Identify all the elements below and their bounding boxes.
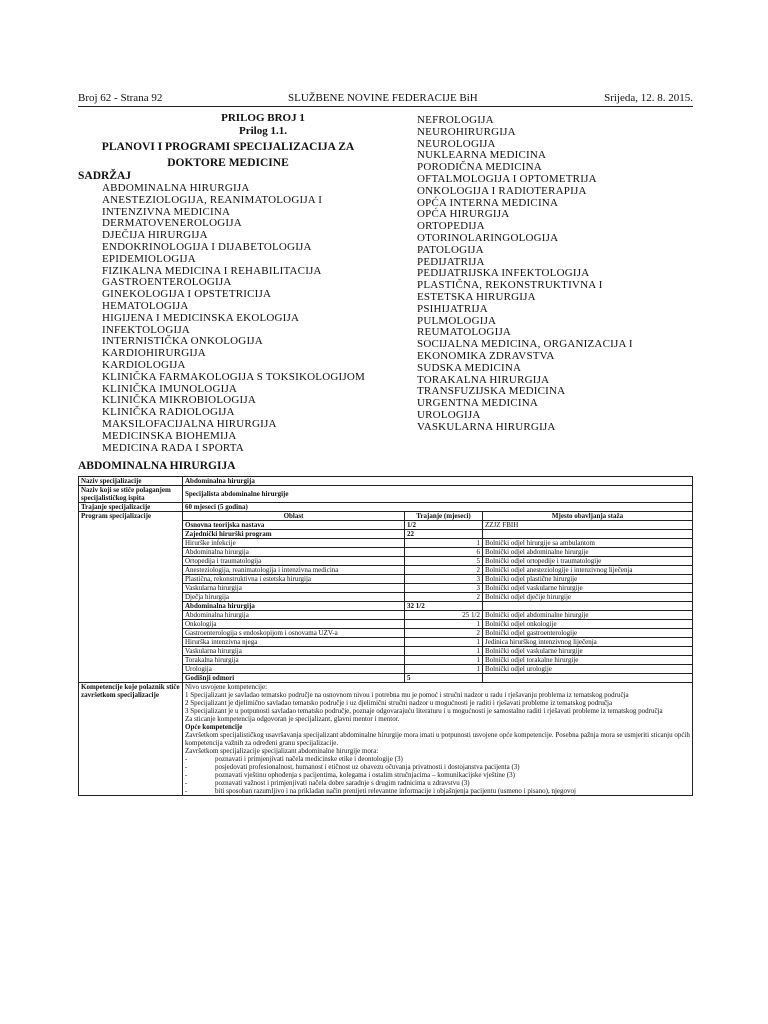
list-item: ABDOMINALNA HIRURGIJA: [102, 182, 250, 194]
row-trajanje: 1: [405, 539, 483, 548]
table-row: [79, 486, 693, 503]
list-item: NEFROLOGIJA: [417, 114, 494, 126]
row-mjesto: Bolnički odjel torakalne hirurgije: [483, 656, 693, 665]
row-mjesto: Bolnički odjel ortopedije i traumatologije: [483, 557, 693, 566]
row-mjesto: Bolnički odjel onkologije: [483, 620, 693, 629]
row-trajanje: 22: [405, 530, 483, 539]
row-mjesto: Bolnički odjel urologije: [483, 665, 693, 674]
row-oblast: Hirurška intenzivna njega: [183, 638, 405, 647]
table-row: [79, 503, 693, 512]
issue-number: Broj 62 - Strana 92: [78, 92, 163, 104]
row-oblast: Zajednički hirurški program: [183, 530, 405, 539]
komp-level-2: 2 Specijalizant je djelimično savladao tematsko područje i uz djelimični stručni nadzor u mogućnosti je raditi i rješavati probleme iz tematskog područja: [185, 699, 613, 707]
list-item: REUMATOLOGIJA: [417, 326, 512, 339]
contents-list-left: [78, 183, 378, 454]
list-item: INTENZIVNA MEDICINA: [102, 205, 231, 218]
trajanje-label: Trajanje specijalizacije: [79, 503, 183, 512]
program-label: Program specijalizacije: [79, 512, 183, 683]
row-trajanje: 2: [405, 593, 483, 602]
list-item: - poznavati i primjenjivati načela medicinske etike i deontologije (3): [199, 755, 690, 763]
issue-date: Srijeda, 12. 8. 2015.: [604, 92, 693, 104]
row-oblast: Anesteziologija, reanimatologija i intenzivna medicina: [183, 566, 405, 575]
list-item: ORTOPEDIJA: [417, 220, 485, 233]
row-trajanje: 5: [405, 557, 483, 566]
list-item: INFEKTOLOGIJA: [102, 323, 190, 336]
list-item: SOCIJALNA MEDICINA, ORGANIZACIJA I: [417, 338, 633, 351]
row-mjesto: Bolnički odjel vaskularne hirurgije: [483, 584, 693, 593]
publication-title: SLUŽBENE NOVINE FEDERACIJE BiH: [288, 92, 478, 104]
row-trajanje: 3: [405, 584, 483, 593]
specialization-table: [78, 476, 693, 796]
naziv-stice-label: Naziv koji se stiče polaganjem specijalističkog ispita: [79, 486, 183, 503]
list-item: PATOLOGIJA: [417, 243, 484, 256]
document-title-line1: PLANOVI I PROGRAMI SPECIJALIZACIJA ZA: [101, 141, 355, 153]
list-item: OPĆA INTERNA MEDICINA: [417, 196, 559, 209]
row-trajanje: 3: [405, 575, 483, 584]
row-mjesto: [483, 602, 693, 611]
row-mjesto: Bolnički odjel plastične hirurgije: [483, 575, 693, 584]
list-item: PORODIČNA MEDICINA: [417, 161, 542, 174]
col-trajanje: Trajanje (mjeseci): [405, 512, 483, 521]
list-item: KLINIČKA FARMAKOLOGIJA S TOKSIKOLOGIJOM: [102, 370, 365, 383]
list-item: UROLOGIJA: [417, 408, 481, 421]
list-item: PEDIJATRIJSKA INFEKTOLOGIJA: [417, 267, 590, 280]
row-trajanje: 1/2: [405, 521, 483, 530]
row-mjesto: Bolnički odjel vaskularne hirurgije: [483, 647, 693, 656]
list-item: NEUROHIRURGIJA: [417, 125, 516, 138]
row-oblast: Vaskularna hirurgija: [183, 647, 405, 656]
row-trajanje: 6: [405, 548, 483, 557]
row-mjesto: ZZJZ FBIH: [483, 521, 693, 530]
list-item: NUKLEARNA MEDICINA: [417, 149, 547, 162]
komp-level-3: 3 Specijalizant je u potpunosti savladao tematsko područje, poznaje odgovarajuću literaturu i u mogućnosti je samostalno raditi i rješavati probleme iz tematskog područja: [185, 707, 663, 715]
trajanje-value: 60 mjeseci (5 godina): [183, 503, 693, 512]
list-item: PLASTIČNA, REKONSTRUKTIVNA I: [417, 279, 603, 292]
table-row: [79, 477, 693, 486]
row-oblast: Onkologija: [183, 620, 405, 629]
row-trajanje: 2: [405, 566, 483, 575]
row-oblast: Plastična, rekonstruktivna i estetska hirurgija: [183, 575, 405, 584]
row-trajanje: 25 1/2: [405, 611, 483, 620]
row-trajanje: 32 1/2: [405, 602, 483, 611]
list-item: PULMOLOGIJA: [417, 314, 497, 327]
list-item: MEDICINSKA BIOHEMIJA: [102, 429, 237, 442]
row-mjesto: Bolnički odjel hirurgije sa ambulantom: [483, 539, 693, 548]
row-oblast: Abdominalna hirurgija: [183, 602, 405, 611]
list-item: TRANSFUZIJSKA MEDICINA: [417, 385, 566, 398]
row-oblast: Abdominalna hirurgija: [183, 611, 405, 620]
list-item: TORAKALNA HIRURGIJA: [417, 373, 550, 386]
row-oblast: Osnovna teorijska nastava: [183, 521, 405, 530]
list-item: MAKSILOFACIJALNA HIRURGIJA: [102, 417, 277, 430]
list-item: OFTALMOLOGIJA I OPTOMETRIJA: [417, 172, 597, 185]
row-trajanje: 1: [405, 638, 483, 647]
row-trajanje: 5: [405, 674, 483, 683]
row-oblast: Dječja hirurgija: [183, 593, 405, 602]
row-mjesto: [483, 674, 693, 683]
list-item: ENDOKRINOLOGIJA I DIJABETOLOGIJA: [102, 240, 312, 253]
row-trajanje: 2: [405, 629, 483, 638]
list-item: ANESTEZIOLOGIJA, REANIMATOLOGIJA I: [102, 193, 323, 206]
komp-level-1: 1 Specijalizant je savladao tematsko područje na osnovnom nivou i potrebna mu je pomoć i stručni nadzor u radu i rješavanju problema iz tematskog područja: [185, 691, 629, 699]
list-item: KARDIOLOGIJA: [102, 358, 186, 371]
list-item: GASTROENTEROLOGIJA: [102, 276, 232, 289]
col-oblast: Oblast: [183, 512, 405, 521]
list-item: KLINIČKA IMUNOLOGIJA: [102, 382, 238, 395]
list-item: EKONOMIKA ZDRAVSTVA: [417, 349, 555, 362]
prilog-number: Prilog 1.1.: [239, 125, 287, 137]
contents-heading: SADRŽAJ: [78, 170, 132, 182]
row-oblast: Gastroenterologija s endoskopijom i osnovama UZV-a: [183, 629, 405, 638]
page-header: [78, 92, 693, 107]
row-trajanje: 1: [405, 656, 483, 665]
list-item: ESTETSKA HIRURGIJA: [417, 290, 536, 303]
list-item: KLINIČKA MIKROBIOLOGIJA: [102, 394, 257, 407]
komp-responsible: Za sticanje kompetencija odgovoran je specijalizant, glavni mentor i mentor.: [185, 715, 400, 723]
list-item: PSIHIJATRIJA: [417, 302, 488, 315]
naziv-value: Abdominalna hirurgija: [183, 477, 693, 486]
row-oblast: Hirurške infekcije: [183, 539, 405, 548]
list-item: OTORINOLARINGOLOGIJA: [417, 231, 559, 244]
row-trajanje: 1: [405, 647, 483, 656]
row-oblast: Abdominalna hirurgija: [183, 548, 405, 557]
list-item: KLINIČKA RADIOLOGIJA: [102, 406, 235, 419]
row-mjesto: [483, 530, 693, 539]
row-oblast: Torakalna hirurgija: [183, 656, 405, 665]
row-mjesto: Bolnički odjel abdominalne hirurgije: [483, 548, 693, 557]
list-item: DERMATOVENEROLOGIJA: [102, 217, 242, 230]
list-item: - poznavati vještinu ophođenja s pacijentima, kolegama i ostalim stručnjacima – komunikacijske vještine (3): [199, 771, 690, 779]
list-item: KARDIOHIRURGIJA: [102, 347, 206, 360]
list-item: EPIDEMIOLOGIJA: [102, 252, 196, 265]
row-mjesto: Jedinica hirurškog intenzivnog liječenja: [483, 638, 693, 647]
row-mjesto: Bolnički odjel anesteziologije i intenzivnog liječenja: [483, 566, 693, 575]
left-column: [78, 112, 378, 454]
list-item: HIGIJENA I MEDICINSKA EKOLOGIJA: [102, 311, 300, 324]
list-item: PEDIJATRIJA: [417, 255, 485, 268]
row-oblast: Godišnji odmori: [183, 674, 405, 683]
opce-paragraph-1: Završetkom specijalističkog usavršavanja specijalizant abdominalne hirurgije mora imati u potpunosti usvojene opće kompetencije. Posebna pažnja mora se usmjeriti sticanju općih kompetencija važnih za određeni granu specijalizacije.: [185, 731, 690, 747]
list-item: VASKULARNA HIRURGIJA: [417, 420, 556, 433]
opce-title: Opće kompetencije: [185, 723, 243, 731]
list-item: NEUROLOGIJA: [417, 137, 496, 150]
document-title-line2: DOKTORE MEDICINE: [167, 157, 289, 169]
list-item: - poznavati važnost i primjenjivati načela dobre saradnje s drugim radnicima u zdravstvu (3): [199, 779, 690, 787]
list-item: FIZIKALNA MEDICINA I REHABILITACIJA: [102, 264, 322, 277]
competencies-row: [79, 683, 693, 796]
row-oblast: Ortopedija i traumatologija: [183, 557, 405, 566]
naziv-stice-value: Specijalista abdominalne hirurgije: [183, 486, 693, 503]
competencies-content: [183, 683, 693, 796]
row-trajanje: 1: [405, 665, 483, 674]
list-item: GINEKOLOGIJA I OPSTETRICIJA: [102, 288, 272, 301]
row-oblast: Vaskularna hirurgija: [183, 584, 405, 593]
col-mjesto: Mjesto obavljanja staža: [483, 512, 693, 521]
opce-list: [185, 755, 690, 795]
right-column: [417, 115, 697, 434]
komp-intro: Nivo usvojene kompetencije:: [185, 683, 268, 691]
contents-list-right: [417, 115, 697, 434]
naziv-label: Naziv specijalizacije: [79, 477, 183, 486]
list-item: ONKOLOGIJA I RADIOTERAPIJA: [417, 184, 587, 197]
row-mjesto: Bolnički odjel dječije hirurgije: [483, 593, 693, 602]
opce-paragraph-2: Završetkom specijalizacije specijalizant abdominalne hirurgije mora:: [185, 747, 379, 755]
prilog-broj: PRILOG BROJ 1: [221, 112, 305, 124]
list-item: INTERNISTIČKA ONKOLOGIJA: [102, 335, 263, 348]
list-item: URGENTNA MEDICINA: [417, 397, 539, 410]
table-header-row: [79, 512, 693, 521]
row-trajanje: 1: [405, 620, 483, 629]
row-mjesto: Bolnički odjel abdominalne hirurgije: [483, 611, 693, 620]
list-item: DJEČIJA HIRURGIJA: [102, 229, 208, 242]
kompetencije-label: Kompetencije koje polaznik stiče završetkom specijalizacije: [79, 683, 183, 796]
list-item: SUDSKA MEDICINA: [417, 361, 522, 374]
list-item: - biti sposoban razumljivo i na prikladan način prenijeti relevantne informacije i objašnjenja pacijentu (usmeno i pisano), njegovoj: [199, 787, 690, 795]
row-oblast: Urologija: [183, 665, 405, 674]
list-item: MEDICINA RADA I SPORTA: [102, 441, 244, 454]
row-mjesto: Bolnički odjel gastroenterologije: [483, 629, 693, 638]
list-item: HEMATOLOGIJA: [102, 299, 189, 312]
list-item: OPĆA HIRURGIJA: [417, 208, 510, 221]
list-item: - posjedovati profesionalnost, humanost i etičnost uz obavezu očuvanja privatnosti i dostojanstva pacijenta (3): [199, 763, 690, 771]
section-title: ABDOMINALNA HIRURGIJA: [78, 460, 236, 472]
